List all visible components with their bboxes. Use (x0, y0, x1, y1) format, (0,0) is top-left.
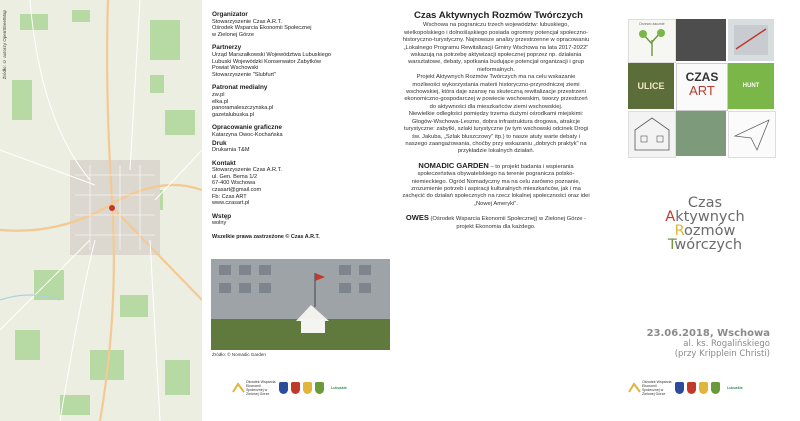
cover-title-line-1: Czas (687, 195, 723, 211)
owes-logo (628, 381, 672, 395)
map-credit: Źródło: © autorzy OpenStreetMap (2, 10, 7, 80)
entry-value: wolny (212, 220, 227, 227)
owes-logo-text: Ośrodek Wsparcia Ekonomii Społecznej w Zielonej Górze (246, 380, 276, 396)
graphic-author: Katarzyna Owoc-Kochańska (212, 131, 283, 138)
nomadic-garden-photo (211, 259, 390, 350)
event-location-line-2: (przy Kripplein Christi) (674, 349, 770, 359)
organizer-heading: Organizator (212, 11, 248, 18)
tile-sketch (628, 111, 676, 158)
graphic-block (212, 125, 392, 138)
paper-plane-icon (729, 112, 775, 157)
partner-line: Urząd Marszałkowski Województwa Lubuskiego (212, 51, 331, 58)
organizer-line: Stowarzyszenie Czas A.R.T. (212, 18, 282, 25)
crest-icon (675, 382, 684, 394)
info-column (212, 12, 392, 241)
lubuskie-logo: Lubuskie (727, 386, 743, 390)
crest-icon (711, 382, 720, 394)
map-graphic (0, 0, 202, 421)
lubuskie-logo: Lubuskie (331, 386, 347, 390)
print-heading: Druk (212, 139, 227, 147)
intro-paragraph: Wschowa na pograniczu trzech województw: lubuskiego, wielkopolskiego i dolnośląskiego posiada ogromny potencjał społeczno-historyczno-turystyczny. Najnowsze analizy przestrzenne w opracowaniu „Lokalnego Programu Rewitalizacji Gminy Wschowa na lata 2017-2022" wskazują na potrzebę aktywizacji społecznej poprzez np. działania warsztatowe, debaty, spotkania budujące potencjał organizacji i grup nieformalnych. (402, 22, 590, 73)
tree-icon (629, 26, 675, 60)
cover-sponsor-logos (628, 381, 743, 395)
photo-graphic (211, 259, 390, 350)
tile-czas-art (676, 63, 728, 111)
partner-line: Powiat Wschowski (212, 65, 259, 72)
crest-icon (687, 382, 696, 394)
contact-line: 67-400 Wschowa (212, 180, 256, 187)
contact-line: ul. Gen. Bema 1/2 (212, 173, 258, 180)
crest-icon (315, 382, 324, 394)
event-location-line-1: al. ks. Rogalińskiego (683, 339, 770, 349)
owes-text: (Ośrodek Wsparcia Ekonomii Społecznej) w Zielonej Górze - projekt Ekonomia dla każdego. (428, 216, 587, 230)
advantages-paragraph: Niewielkie odległości pomiędzy trzema dużymi ośrodkami miejskimi: Głogów-Wschowa-Leszno, dobra infrastruktura drogowa, atrakcje turystyczne: zabytki, szlaki turystyczne (w tym wschowski odcinek Drogi św. Jakuba, „Szlak bluszczowy" itp.) to nasze atuty warte debaty i naszego zaangażowania, choćby przy wskazaniu „dobrych praktyk" na przykładzie lokalnych działań. (403, 111, 589, 155)
media-link[interactable]: gazetalubuska.pl (212, 111, 254, 118)
tile-tree-label: Drzewo zacznie (639, 22, 665, 26)
crest-icon (303, 382, 312, 394)
organizer-line: Ośrodek Wsparcia Ekonomii Społecznej (212, 25, 312, 32)
tile-photo (676, 19, 726, 61)
organizer-line: w Zielonej Górze (212, 31, 254, 38)
location-map[interactable] (0, 0, 202, 421)
tile-map (728, 19, 774, 61)
tile-art-text: ART (689, 83, 715, 98)
sponsor-logos (232, 381, 347, 395)
tile-ulice: ULICE (628, 63, 674, 109)
owes-mark (232, 382, 246, 394)
cover-title-line-4 (640, 238, 770, 252)
media-link[interactable]: elka.pl (212, 98, 229, 105)
cover-collage (628, 19, 774, 156)
crest-icon (699, 382, 708, 394)
media-block (212, 85, 392, 118)
nomadic-garden-paragraph (402, 162, 590, 208)
contact-website[interactable]: www.czasart.pl (212, 200, 250, 207)
contact-block (212, 161, 392, 207)
owes-logo (232, 381, 276, 395)
media-link[interactable]: zw.pl (212, 91, 225, 98)
media-heading: Patronat medialny (212, 84, 268, 92)
contact-heading: Kontakt (212, 159, 236, 167)
project-title: Czas Aktywnych Rozmów Twórczych (414, 10, 583, 21)
crest-icon (279, 382, 288, 394)
building-sketch-icon (629, 112, 675, 157)
cover-initial-a: A (665, 209, 676, 225)
owes-paragraph (402, 214, 590, 231)
tile-hunt: HUNT (728, 63, 774, 109)
cover-word-a: ktywnych (675, 209, 745, 225)
contact-email[interactable]: czasart@gmail.com (212, 187, 262, 194)
cover-title-line-2 (640, 210, 770, 224)
graphic-heading: Opracowanie graficzne (212, 124, 282, 132)
event-info (620, 328, 770, 359)
nomadic-garden-heading: NOMADIC GARDEN (418, 160, 489, 170)
entry-block (212, 214, 392, 227)
tile-czas-text: CZAS (685, 70, 719, 84)
print-block (212, 141, 392, 154)
cover-initial-r: R (674, 223, 685, 239)
photo-caption: Źródło: © Nomadic Garden (212, 352, 266, 357)
partner-line: Stowarzyszenie "Slubfurt" (212, 71, 276, 78)
partners-heading: Partnerzy (212, 44, 242, 52)
nomadic-garden-text: – to projekt badania i wspierania społeczeństwa obywatelskiego na terenie pogranicza polsko-niemieckiego. Ogród Nomadyczny ma na celu zarówno poznanie, zrozumienie potrzeb i aspiracji kulturalnych mieszkańców, jak i ma zachęcić do działań społecznych na rzecz lokalnej społeczności oraz idei „Nowej Ameryki". (402, 163, 590, 207)
entry-heading: Wstęp (212, 212, 232, 220)
cover-title-line-3 (640, 224, 770, 238)
contact-facebook[interactable]: Fb: Czas ART (212, 193, 247, 200)
media-link[interactable]: panoramaleszczynska.pl (212, 105, 274, 112)
partners-block (212, 45, 392, 78)
cover-word-t: wórczych (674, 237, 743, 253)
cover-word-r: ozmów (684, 223, 736, 239)
description-column (402, 12, 590, 231)
cover-initial-t: T (667, 237, 675, 253)
event-date: 23.06.2018, Wschowa (646, 328, 770, 339)
rights-notice: Wszelkie prawa zastrzeżone © Czas A.R.T. (212, 234, 320, 241)
owes-logo-text: Ośrodek Wsparcia Ekonomii Społecznej w Zielonej Górze (642, 380, 672, 396)
tile-landscape (676, 111, 726, 156)
project-paragraph: Projekt Aktywnych Rozmów Twórczych ma na celu wskazanie możliwości wykorzystania materii historyczno-przyrodniczej ziemi wschowskiej, która daje szansę na skuteczną rewitalizacje przestrzeni ekonomiczno-gospodarczej w powiecie wschowskim, tworzy przestrzeń do aktywności dla mieszkańców ziemi wschowskiej. (404, 74, 588, 110)
partner-line: Lubuski Wojewódzki Konserwator Zabytków (212, 58, 322, 65)
owes-mark (628, 382, 642, 394)
tile-plane (728, 111, 776, 158)
tile-tree (628, 19, 676, 63)
organizer-block (212, 12, 392, 38)
crest-icon (291, 382, 300, 394)
owes-heading: OWES (405, 213, 429, 223)
contact-line: Stowarzyszenie Czas A.R.T. (212, 167, 282, 174)
map-sketch-icon (728, 19, 774, 61)
print-house: Drukarnia T&M (212, 147, 250, 154)
cover-title (640, 196, 770, 252)
